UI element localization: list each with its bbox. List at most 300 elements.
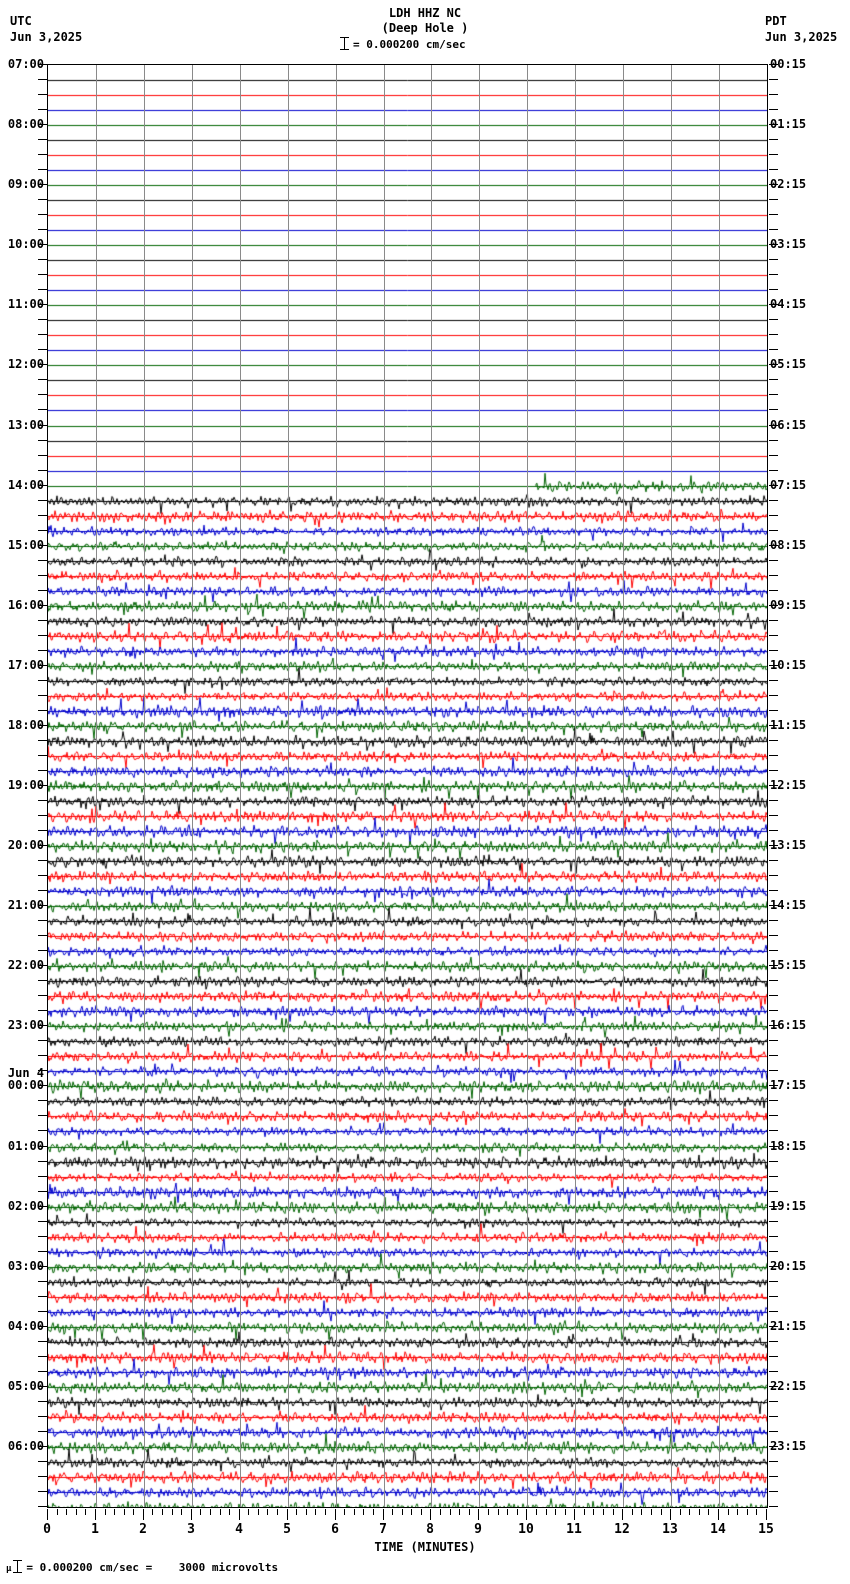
utc-hour-label: 08:00 xyxy=(7,117,44,131)
hour-tick-right xyxy=(769,920,778,921)
hour-tick-left xyxy=(38,1461,47,1462)
pdt-hour-label: 12:15 xyxy=(770,778,807,792)
hour-tick-left xyxy=(38,1040,47,1041)
hour-tick-right xyxy=(769,890,778,891)
pdt-hour-label: 11:15 xyxy=(770,718,807,732)
minute-minor-tick xyxy=(603,1509,604,1515)
minute-axis-label: 4 xyxy=(235,1522,243,1537)
minute-minor-tick xyxy=(459,1509,460,1515)
hour-tick-right xyxy=(769,1311,778,1312)
hour-tick-left xyxy=(38,500,47,501)
minute-minor-tick xyxy=(296,1509,297,1515)
utc-hour-label: 09:00 xyxy=(7,177,44,191)
hour-tick-right xyxy=(769,154,778,155)
minute-minor-tick xyxy=(258,1509,259,1515)
hour-tick-right xyxy=(769,1191,778,1192)
hour-tick-right xyxy=(769,740,778,741)
hour-tick-right xyxy=(769,1341,778,1342)
utc-hour-label: 15:00 xyxy=(7,538,44,552)
hour-tick-left xyxy=(38,229,47,230)
minute-minor-tick xyxy=(469,1509,470,1515)
hour-tick-left xyxy=(38,1176,47,1177)
utc-hour-label: 22:00 xyxy=(7,958,44,972)
minute-minor-tick xyxy=(162,1509,163,1515)
hour-tick-right xyxy=(769,515,778,516)
hour-tick-left xyxy=(38,920,47,921)
minute-minor-tick xyxy=(555,1509,556,1515)
hour-tick-right xyxy=(769,650,778,651)
minute-gridline xyxy=(575,65,576,1507)
minute-gridline xyxy=(479,65,480,1507)
hour-tick-left xyxy=(38,575,47,576)
minute-minor-tick xyxy=(632,1509,633,1515)
hour-tick-right xyxy=(769,755,778,756)
hour-tick-right xyxy=(769,1221,778,1222)
hour-tick-left xyxy=(38,409,47,410)
pdt-hour-label: 03:15 xyxy=(770,237,807,251)
hour-tick-right xyxy=(769,995,778,996)
hour-tick-left xyxy=(38,1130,47,1131)
hour-tick-right xyxy=(769,1371,778,1372)
hour-tick-right xyxy=(769,680,778,681)
hour-tick-left xyxy=(38,680,47,681)
hour-tick-left xyxy=(38,515,47,516)
minute-axis-label: 11 xyxy=(566,1522,582,1537)
helicorder-plot[interactable] xyxy=(47,64,768,1508)
minute-minor-tick xyxy=(498,1509,499,1515)
hour-tick-left xyxy=(38,1296,47,1297)
pdt-hour-label: 00:15 xyxy=(770,57,807,71)
minute-minor-tick xyxy=(363,1509,364,1515)
hour-tick-right xyxy=(769,950,778,951)
hour-tick-right xyxy=(769,440,778,441)
hour-tick-left xyxy=(38,755,47,756)
minute-axis-label: 5 xyxy=(283,1522,291,1537)
hour-tick-right xyxy=(769,875,778,876)
hour-tick-right xyxy=(769,770,778,771)
pdt-hour-label: 05:15 xyxy=(770,357,807,371)
minute-major-tick xyxy=(430,1509,431,1520)
hour-tick-right xyxy=(769,259,778,260)
minute-minor-tick xyxy=(181,1509,182,1515)
hour-tick-right xyxy=(769,1115,778,1116)
minute-minor-tick xyxy=(728,1509,729,1515)
hour-tick-right xyxy=(769,1055,778,1056)
hour-tick-right xyxy=(769,1161,778,1162)
hour-tick-left xyxy=(38,1191,47,1192)
hour-tick-right xyxy=(769,169,778,170)
utc-hour-label: 01:00 xyxy=(7,1139,44,1153)
pdt-hour-label: 21:15 xyxy=(770,1319,807,1333)
x-axis-title: TIME (MINUTES) xyxy=(374,1540,476,1554)
minute-gridline xyxy=(336,65,337,1507)
hour-tick-right xyxy=(769,199,778,200)
hour-tick-left xyxy=(38,1506,47,1507)
hour-tick-left xyxy=(38,139,47,140)
hour-tick-left xyxy=(38,815,47,816)
minute-major-tick xyxy=(47,1509,48,1520)
minute-minor-tick xyxy=(450,1509,451,1515)
hour-tick-right xyxy=(769,1491,778,1492)
hour-tick-left xyxy=(38,1341,47,1342)
minute-axis-label: 10 xyxy=(518,1522,534,1537)
hour-tick-left xyxy=(38,695,47,696)
minute-axis-label: 15 xyxy=(758,1522,774,1537)
minute-major-tick xyxy=(478,1509,479,1520)
minute-minor-tick xyxy=(411,1509,412,1515)
hour-tick-right xyxy=(769,214,778,215)
hour-tick-right xyxy=(769,139,778,140)
minute-minor-tick xyxy=(536,1509,537,1515)
minute-minor-tick xyxy=(507,1509,508,1515)
hour-tick-left xyxy=(38,800,47,801)
minute-gridline xyxy=(623,65,624,1507)
minute-gridline xyxy=(431,65,432,1507)
pdt-hour-label: 09:15 xyxy=(770,598,807,612)
minute-major-tick xyxy=(143,1509,144,1520)
hour-tick-left xyxy=(38,770,47,771)
hour-tick-left xyxy=(38,334,47,335)
minute-minor-tick xyxy=(708,1509,709,1515)
hour-tick-right xyxy=(769,1506,778,1507)
minute-minor-tick xyxy=(57,1509,58,1515)
hour-tick-left xyxy=(38,860,47,861)
minute-axis-label: 3 xyxy=(187,1522,195,1537)
pdt-hour-label: 22:15 xyxy=(770,1379,807,1393)
hour-tick-right xyxy=(769,470,778,471)
hour-tick-left xyxy=(38,740,47,741)
minute-major-tick xyxy=(526,1509,527,1520)
seismic-traces-canvas xyxy=(48,65,767,1507)
hour-tick-left xyxy=(38,199,47,200)
hour-tick-left xyxy=(38,289,47,290)
hour-tick-right xyxy=(769,1176,778,1177)
utc-hour-label: 12:00 xyxy=(7,357,44,371)
hour-tick-right xyxy=(769,319,778,320)
hour-tick-left xyxy=(38,1100,47,1101)
minute-major-tick xyxy=(191,1509,192,1520)
hour-tick-left xyxy=(38,1311,47,1312)
minute-minor-tick xyxy=(747,1509,748,1515)
minute-gridline xyxy=(671,65,672,1507)
minute-minor-tick xyxy=(105,1509,106,1515)
hour-tick-left xyxy=(38,1236,47,1237)
hour-tick-right xyxy=(769,1461,778,1462)
minute-gridline xyxy=(192,65,193,1507)
hour-tick-right xyxy=(769,935,778,936)
scale-bar-icon xyxy=(13,1560,22,1573)
hour-tick-right xyxy=(769,349,778,350)
hour-tick-left xyxy=(38,319,47,320)
pdt-date-label: Jun 3,2025 xyxy=(765,30,838,44)
hour-tick-left xyxy=(38,890,47,891)
minute-minor-tick xyxy=(315,1509,316,1515)
hour-tick-left xyxy=(38,379,47,380)
hour-tick-left xyxy=(38,1356,47,1357)
utc-date-label: Jun 3,2025 xyxy=(10,30,83,44)
hour-tick-right xyxy=(769,635,778,636)
hour-tick-left xyxy=(38,470,47,471)
utc-hour-label: 19:00 xyxy=(7,778,44,792)
hour-tick-left xyxy=(38,1476,47,1477)
minute-minor-tick xyxy=(613,1509,614,1515)
minute-minor-tick xyxy=(277,1509,278,1515)
hour-tick-left xyxy=(38,980,47,981)
hour-tick-right xyxy=(769,94,778,95)
utc-hour-label: 10:00 xyxy=(7,237,44,251)
utc-hour-label: 06:00 xyxy=(7,1439,44,1453)
hour-tick-left xyxy=(38,1431,47,1432)
utc-hour-label: 03:00 xyxy=(7,1259,44,1273)
hour-tick-right xyxy=(769,1476,778,1477)
minute-minor-tick xyxy=(85,1509,86,1515)
hour-tick-right xyxy=(769,274,778,275)
pdt-timezone-label: PDT xyxy=(765,14,787,28)
hour-tick-left xyxy=(38,530,47,531)
day-change-label: Jun 4 xyxy=(7,1066,44,1080)
hour-tick-left xyxy=(38,274,47,275)
minute-minor-tick xyxy=(756,1509,757,1515)
hour-tick-left xyxy=(38,1281,47,1282)
hour-tick-left xyxy=(38,1371,47,1372)
minute-minor-tick xyxy=(220,1509,221,1515)
minute-gridline xyxy=(240,65,241,1507)
hour-tick-left xyxy=(38,169,47,170)
minute-gridline xyxy=(527,65,528,1507)
minute-minor-tick xyxy=(76,1509,77,1515)
minute-minor-tick xyxy=(517,1509,518,1515)
hour-tick-left xyxy=(38,620,47,621)
scale-bar-icon xyxy=(340,37,349,50)
hour-tick-right xyxy=(769,1281,778,1282)
hour-tick-left xyxy=(38,1010,47,1011)
hour-tick-right xyxy=(769,394,778,395)
minute-minor-tick xyxy=(546,1509,547,1515)
minute-axis-label: 13 xyxy=(662,1522,678,1537)
minute-minor-tick xyxy=(641,1509,642,1515)
utc-hour-label: 04:00 xyxy=(7,1319,44,1333)
hour-tick-right xyxy=(769,815,778,816)
utc-hour-label: 05:00 xyxy=(7,1379,44,1393)
minute-major-tick xyxy=(383,1509,384,1520)
pdt-hour-label: 06:15 xyxy=(770,418,807,432)
hour-tick-left xyxy=(38,214,47,215)
utc-hour-label: 21:00 xyxy=(7,898,44,912)
hour-tick-right xyxy=(769,379,778,380)
minute-minor-tick xyxy=(114,1509,115,1515)
micro-symbol: µ xyxy=(6,1564,12,1574)
pdt-hour-label: 23:15 xyxy=(770,1439,807,1453)
minute-gridline xyxy=(96,65,97,1507)
hour-tick-left xyxy=(38,109,47,110)
hour-tick-right xyxy=(769,109,778,110)
pdt-hour-label: 08:15 xyxy=(770,538,807,552)
minute-axis-label: 0 xyxy=(43,1522,51,1537)
minute-axis-label: 2 xyxy=(139,1522,147,1537)
pdt-hour-label: 14:15 xyxy=(770,898,807,912)
hour-tick-right xyxy=(769,1431,778,1432)
minute-gridline xyxy=(719,65,720,1507)
minute-minor-tick xyxy=(593,1509,594,1515)
minute-minor-tick xyxy=(124,1509,125,1515)
hour-tick-right xyxy=(769,980,778,981)
pdt-hour-label: 13:15 xyxy=(770,838,807,852)
hour-tick-left xyxy=(38,635,47,636)
minute-gridline xyxy=(144,65,145,1507)
hour-tick-right xyxy=(769,289,778,290)
minute-minor-tick xyxy=(306,1509,307,1515)
minute-minor-tick xyxy=(267,1509,268,1515)
hour-tick-right xyxy=(769,1130,778,1131)
hour-tick-left xyxy=(38,1221,47,1222)
hour-tick-right xyxy=(769,695,778,696)
utc-hour-label: 14:00 xyxy=(7,478,44,492)
minute-major-tick xyxy=(239,1509,240,1520)
minute-minor-tick xyxy=(661,1509,662,1515)
hour-tick-left xyxy=(38,1416,47,1417)
hour-tick-right xyxy=(769,500,778,501)
minute-minor-tick xyxy=(737,1509,738,1515)
minute-minor-tick xyxy=(210,1509,211,1515)
pdt-hour-label: 16:15 xyxy=(770,1018,807,1032)
hour-tick-left xyxy=(38,590,47,591)
minute-minor-tick xyxy=(392,1509,393,1515)
hour-tick-left xyxy=(38,1055,47,1056)
minute-axis-label: 12 xyxy=(614,1522,630,1537)
hour-tick-left xyxy=(38,1115,47,1116)
hour-tick-left xyxy=(38,650,47,651)
minute-major-tick xyxy=(95,1509,96,1520)
minute-minor-tick xyxy=(373,1509,374,1515)
minute-minor-tick xyxy=(488,1509,489,1515)
hour-tick-left xyxy=(38,875,47,876)
hour-tick-right xyxy=(769,1416,778,1417)
hour-tick-right xyxy=(769,710,778,711)
minute-minor-tick xyxy=(229,1509,230,1515)
hour-tick-left xyxy=(38,950,47,951)
minute-minor-tick xyxy=(689,1509,690,1515)
minute-minor-tick xyxy=(66,1509,67,1515)
hour-tick-left xyxy=(38,440,47,441)
minute-minor-tick xyxy=(172,1509,173,1515)
hour-tick-right xyxy=(769,409,778,410)
hour-tick-right xyxy=(769,620,778,621)
hour-tick-left xyxy=(38,710,47,711)
hour-tick-right xyxy=(769,560,778,561)
footer-scale-text: = 0.000200 cm/sec = 3000 microvolts xyxy=(26,1561,279,1574)
pdt-hour-label: 04:15 xyxy=(770,297,807,311)
hour-tick-left xyxy=(38,1161,47,1162)
minute-axis-label: 6 xyxy=(331,1522,339,1537)
hour-tick-right xyxy=(769,229,778,230)
minute-minor-tick xyxy=(680,1509,681,1515)
minute-minor-tick xyxy=(200,1509,201,1515)
hour-tick-right xyxy=(769,334,778,335)
minute-minor-tick xyxy=(133,1509,134,1515)
minute-minor-tick xyxy=(440,1509,441,1515)
utc-hour-label: 00:00 xyxy=(7,1078,44,1092)
hour-tick-right xyxy=(769,590,778,591)
minute-gridline xyxy=(384,65,385,1507)
utc-hour-label: 11:00 xyxy=(7,297,44,311)
hour-tick-right xyxy=(769,1356,778,1357)
hour-tick-right xyxy=(769,455,778,456)
minute-major-tick xyxy=(574,1509,575,1520)
utc-hour-label: 17:00 xyxy=(7,658,44,672)
utc-hour-label: 02:00 xyxy=(7,1199,44,1213)
minute-axis-label: 7 xyxy=(379,1522,387,1537)
minute-minor-tick xyxy=(565,1509,566,1515)
hour-tick-left xyxy=(38,560,47,561)
hour-tick-right xyxy=(769,1070,778,1071)
minute-minor-tick xyxy=(651,1509,652,1515)
hour-tick-right xyxy=(769,1040,778,1041)
minute-minor-tick xyxy=(344,1509,345,1515)
utc-hour-label: 16:00 xyxy=(7,598,44,612)
footer-scale-note xyxy=(6,1560,278,1574)
station-description: (Deep Hole ) xyxy=(381,21,469,35)
hour-tick-left xyxy=(38,94,47,95)
pdt-hour-label: 02:15 xyxy=(770,177,807,191)
hour-tick-left xyxy=(38,1251,47,1252)
utc-hour-label: 18:00 xyxy=(7,718,44,732)
utc-hour-label: 20:00 xyxy=(7,838,44,852)
minute-major-tick xyxy=(766,1509,767,1520)
hour-tick-right xyxy=(769,1251,778,1252)
pdt-hour-label: 07:15 xyxy=(770,478,807,492)
hour-tick-right xyxy=(769,79,778,80)
hour-tick-right xyxy=(769,1401,778,1402)
hour-tick-left xyxy=(38,830,47,831)
hour-tick-left xyxy=(38,259,47,260)
scale-legend-text: = 0.000200 cm/sec xyxy=(353,38,466,51)
hour-tick-right xyxy=(769,1100,778,1101)
hour-tick-right xyxy=(769,575,778,576)
minute-minor-tick xyxy=(152,1509,153,1515)
pdt-hour-label: 20:15 xyxy=(770,1259,807,1273)
hour-tick-right xyxy=(769,1010,778,1011)
minute-minor-tick xyxy=(699,1509,700,1515)
pdt-hour-label: 15:15 xyxy=(770,958,807,972)
minute-minor-tick xyxy=(402,1509,403,1515)
hour-tick-left xyxy=(38,154,47,155)
utc-hour-label: 23:00 xyxy=(7,1018,44,1032)
hour-tick-left xyxy=(38,455,47,456)
hour-tick-right xyxy=(769,860,778,861)
minute-axis-label: 9 xyxy=(474,1522,482,1537)
pdt-hour-label: 01:15 xyxy=(770,117,807,131)
minute-minor-tick xyxy=(421,1509,422,1515)
minute-axis-label: 14 xyxy=(710,1522,726,1537)
hour-tick-left xyxy=(38,1491,47,1492)
minute-minor-tick xyxy=(354,1509,355,1515)
minute-major-tick xyxy=(670,1509,671,1520)
pdt-hour-label: 19:15 xyxy=(770,1199,807,1213)
minute-minor-tick xyxy=(584,1509,585,1515)
station-channel-title: LDH HHZ NC xyxy=(388,6,462,20)
minute-major-tick xyxy=(287,1509,288,1520)
minute-minor-tick xyxy=(248,1509,249,1515)
utc-hour-label: 07:00 xyxy=(7,57,44,71)
pdt-hour-label: 17:15 xyxy=(770,1078,807,1092)
minute-major-tick xyxy=(718,1509,719,1520)
utc-timezone-label: UTC xyxy=(10,14,32,28)
hour-tick-left xyxy=(38,394,47,395)
hour-tick-right xyxy=(769,530,778,531)
minute-axis-label: 8 xyxy=(426,1522,434,1537)
hour-tick-right xyxy=(769,800,778,801)
hour-tick-right xyxy=(769,830,778,831)
